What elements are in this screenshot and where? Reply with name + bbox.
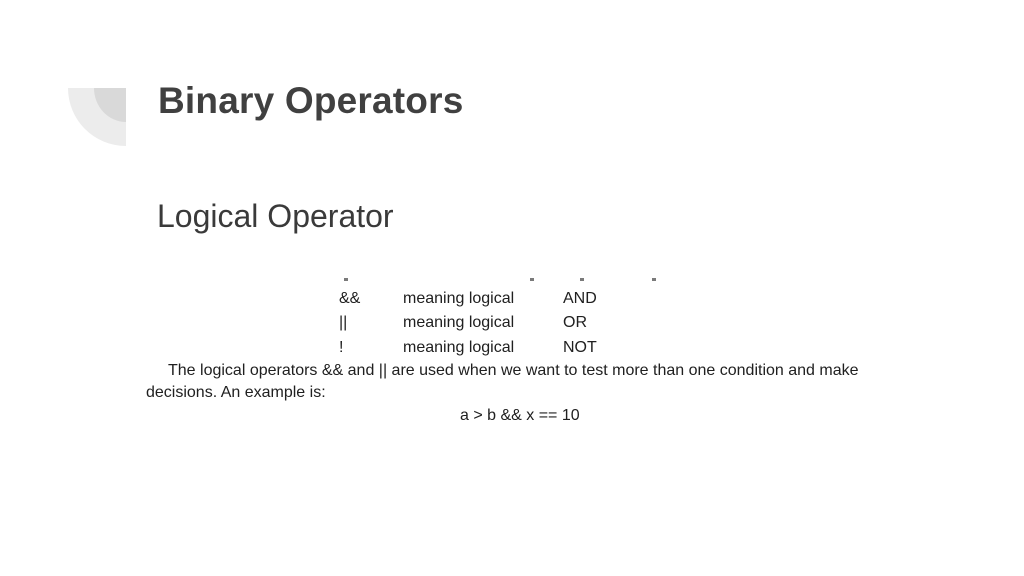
- operator-word: OR: [563, 314, 587, 331]
- operator-meaning: meaning logical: [403, 314, 515, 331]
- operator-symbol: ||: [339, 314, 348, 331]
- scanned-text-image: [140, 276, 900, 436]
- operator-meaning: meaning logical: [403, 339, 515, 356]
- paragraph-line: The logical operators && and || are used when we want to test more than one condition and make: [168, 362, 859, 379]
- operator-row: [140, 339, 900, 359]
- operator-word: AND: [563, 290, 597, 307]
- cut-off-text-line: [340, 276, 670, 284]
- corner-decoration: [68, 88, 126, 146]
- operator-symbol: &&: [339, 290, 361, 307]
- operator-meaning: meaning logical: [403, 290, 515, 307]
- operator-symbol: !: [339, 339, 344, 356]
- operator-word: NOT: [563, 339, 597, 356]
- slide-subtitle: Logical Operator: [157, 198, 394, 234]
- slide-title: Binary Operators: [158, 80, 464, 121]
- operator-row: [140, 290, 900, 310]
- operator-row: [140, 314, 900, 334]
- paragraph-line: decisions. An example is:: [146, 384, 326, 401]
- code-example: a > b && x == 10: [460, 407, 580, 424]
